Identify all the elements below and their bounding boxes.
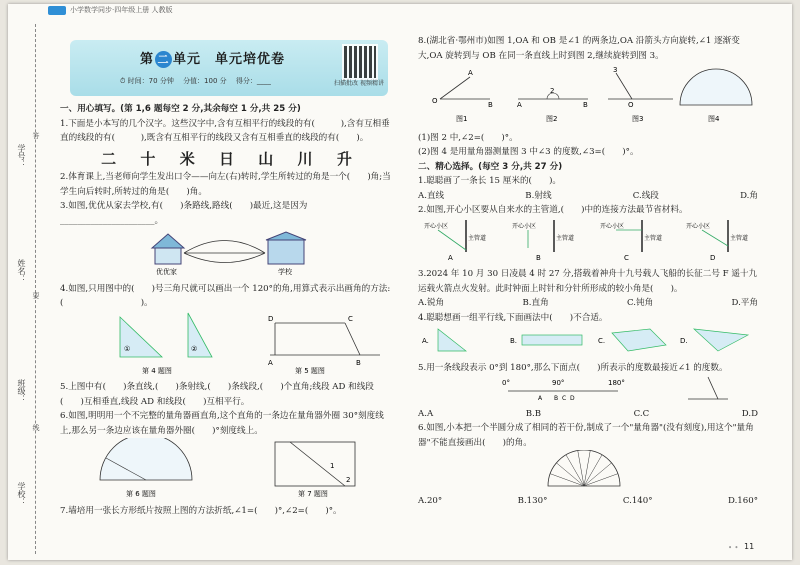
- section-choice: 二、精心选择。(每空 3 分,共 27 分): [418, 161, 563, 172]
- qr-caption: 扫描批改 视频精讲: [334, 80, 384, 87]
- char: 日: [218, 149, 236, 168]
- cut-mark: 要: [32, 292, 40, 299]
- choice-4: 4.聪聪想画一组平行线,下面画法中( )不合适。: [418, 312, 608, 323]
- fig-caption: 图2: [546, 115, 558, 123]
- svg-text:D: D: [570, 395, 575, 401]
- option[interactable]: A.: [422, 337, 429, 345]
- left-column: [60, 102, 395, 518]
- char: 十: [140, 149, 158, 168]
- route-figure: [60, 228, 395, 276]
- protractor-figure: [100, 438, 192, 480]
- option[interactable]: B.: [510, 337, 518, 345]
- svg-text:O: O: [628, 101, 634, 109]
- question-6: 6.如图,明明用一个不完整的量角器画直角,这个直角的一条边在量角器外圈 30°刻度线上,那么另一条边应该在量角器外圈( )°刻度线上。: [60, 411, 384, 436]
- cut-mark: 答: [32, 132, 40, 139]
- home-label: 优优家: [156, 268, 177, 276]
- svg-text:O: O: [432, 97, 438, 105]
- pipe-label: 主管道: [730, 234, 749, 242]
- route-arc-1: [184, 241, 265, 254]
- fig-caption: 图1: [456, 115, 468, 123]
- fig5-caption: 第 5 题图: [295, 366, 325, 375]
- time-limit: ⏱ 时间：70 分钟: [120, 77, 174, 85]
- pipe-label: 主管道: [468, 234, 487, 242]
- set-square-1-label: ①: [124, 344, 131, 353]
- option[interactable]: D.: [680, 337, 688, 345]
- option[interactable]: C.钝角: [626, 298, 654, 308]
- char: 升: [336, 149, 354, 168]
- label-student-id: 学号：: [17, 144, 26, 168]
- total-score: 分值：100 分: [183, 77, 227, 85]
- degree-scale: [418, 375, 758, 401]
- question-2: 2.体育课上,当老师向学生发出口令——向左(右)转时,学生所转过的角是一个( )角;当学生向后转时,所转过的角是( )角。: [60, 172, 391, 197]
- svg-text:A: A: [468, 69, 473, 77]
- option[interactable]: B.直角: [522, 298, 549, 308]
- svg-text:A: A: [538, 395, 543, 401]
- figures-6-7: [60, 438, 395, 498]
- label-name: 姓名：: [17, 259, 26, 283]
- fold-line: [290, 442, 345, 486]
- svg-text:B: B: [583, 101, 588, 109]
- cut-mark: 线: [32, 424, 40, 431]
- svg-text:3: 3: [613, 66, 618, 74]
- scale-label: 180°: [608, 379, 625, 387]
- character-row: [90, 149, 365, 168]
- point-b: B: [356, 358, 361, 367]
- svg-text:2: 2: [550, 87, 555, 95]
- option[interactable]: D.角: [740, 190, 758, 201]
- fig-caption: 图3: [632, 115, 644, 123]
- question-4: 4.如图,只用图中的( )号三角尺就可以画出一个 120°的角,用算式表示出画角的方法:( )。: [60, 283, 391, 308]
- label-school: 学校：: [17, 482, 26, 506]
- footer-dots: • •: [728, 544, 739, 552]
- scale-label: 0°: [502, 379, 510, 387]
- option[interactable]: D.平角: [731, 298, 758, 308]
- pipe-label: 主管道: [556, 234, 575, 242]
- protractor-figure: [680, 69, 752, 105]
- qr-code-icon[interactable]: [342, 44, 378, 80]
- unit-banner: [70, 40, 388, 96]
- option[interactable]: C: [624, 253, 629, 262]
- protractor-division: [584, 474, 618, 486]
- choice-1-options: [418, 189, 758, 204]
- unit-number-badge: 二: [155, 51, 172, 68]
- svg-text:A: A: [517, 101, 522, 109]
- figures-8: [418, 63, 758, 125]
- option[interactable]: A.直线: [418, 190, 445, 201]
- label-class: 班级：: [17, 379, 26, 403]
- choice-5: 5.用一条线段表示 0°到 180°,那么下面点( )所表示的度数最接近∠1 的度数。: [418, 362, 728, 373]
- pipe-label: 开心小区: [424, 222, 449, 230]
- choice-6: 6.如图,小本把一个半圆分成了相同的若干份,制成了一个"量角器"(没有刻度),用这个"量角器"不能直接画出( )的角。: [418, 423, 754, 448]
- figures-4-5: [60, 311, 395, 375]
- pipe-label: 开心小区: [686, 222, 711, 230]
- option[interactable]: D.D: [741, 408, 758, 419]
- protractor-division: [550, 474, 584, 486]
- angle-2-label: 2: [346, 476, 351, 484]
- unit-title: 第 二 单元 单元培优卷: [140, 52, 286, 67]
- point-d: D: [268, 314, 274, 323]
- option[interactable]: B: [536, 253, 541, 262]
- page-number: 11: [744, 542, 755, 551]
- char: 川: [297, 149, 315, 168]
- binding-margin: [8, 4, 48, 560]
- header-text: 小学数学同步·四年级上册 人教版: [70, 6, 173, 14]
- choice-2: 2.如图,开心小区要从自来水的主管道,( )中的连接方法最节省材料。: [418, 205, 688, 215]
- exam-page: [8, 4, 792, 560]
- pipe-label: 开心小区: [512, 222, 537, 230]
- svg-text:C: C: [562, 395, 567, 401]
- option[interactable]: A: [448, 253, 453, 262]
- char: 二: [101, 149, 119, 168]
- angle-1-label: 1: [330, 462, 335, 470]
- question-3: 3.如图,优优从家去学校,有( )条路线,路线( )最近,这是因为______________________。: [60, 201, 308, 226]
- cut-line: [35, 24, 36, 554]
- fig4-caption: 第 4 题图: [142, 366, 172, 375]
- option[interactable]: C.线段: [632, 190, 659, 201]
- question-1: 1.下面是小本写的几个汉字。这些汉字中,含有互相平行的线段的有( ),含有互相垂直的线段的有( ),既含有互相平行的线段又含有互相垂直的线段的有( )。: [60, 118, 390, 143]
- score-field: 得分：____: [235, 77, 271, 85]
- paper-rectangle: [275, 442, 355, 486]
- option[interactable]: A.20°: [418, 495, 443, 506]
- option[interactable]: C.: [598, 337, 606, 345]
- option[interactable]: A.A: [418, 408, 434, 419]
- option[interactable]: C.C: [633, 408, 650, 419]
- homemade-protractor: [418, 450, 758, 488]
- exam-meta: [120, 76, 271, 86]
- parallel-tools: [418, 325, 758, 355]
- choice-3-options: [418, 296, 758, 311]
- section-fill-blank: 一、用心填写。(第 1,6 题每空 2 分,其余每空 1 分,共 25 分): [60, 104, 301, 114]
- protractor-division: [584, 463, 612, 486]
- right-column: [418, 34, 758, 508]
- fig6-caption: 第 6 题图: [126, 490, 156, 498]
- option[interactable]: B.B: [525, 408, 542, 419]
- pipe-label: 主管道: [644, 234, 663, 242]
- char: 米: [179, 149, 197, 168]
- choice-3: 3.2024 年 10 月 30 日凌晨 4 时 27 分,搭载着神舟十九号载人飞船的长征二号 F 遥十九运载火箭点火发射。此时钟面上时针和分针所形成的较小角是( )。: [418, 269, 758, 294]
- point-c: C: [348, 314, 353, 323]
- question-5: 5.上图中有( )条直线,( )条射线,( )条线段,( )个直角;线段 AD 和线段( )互相垂直,线段 AD 和线段( )互相平行。: [60, 382, 374, 407]
- pipe-figures: [418, 218, 758, 262]
- fig7-caption: 第 7 题图: [298, 490, 328, 498]
- question-8-1: (1)图 2 中,∠2=( )°。: [418, 132, 518, 143]
- school-building-icon: [266, 232, 306, 264]
- option[interactable]: B.130°: [517, 495, 548, 506]
- question-8-2: (2)图 4 是用量角器测量图 3 中∠3 的度数,∠3=( )°。: [418, 147, 639, 157]
- option[interactable]: C.140°: [622, 495, 653, 506]
- scale-label: 90°: [552, 379, 565, 387]
- option[interactable]: D: [710, 253, 716, 262]
- option[interactable]: A.锐角: [418, 298, 445, 308]
- route-arc-2: [184, 253, 265, 263]
- choice-6-options: [418, 494, 758, 509]
- header-strip: [48, 4, 408, 18]
- char: 山: [258, 149, 276, 168]
- brand-mark: [48, 6, 66, 15]
- school-label: 学校: [278, 268, 292, 276]
- option[interactable]: B.射线: [525, 190, 552, 201]
- segment-cb: [345, 323, 360, 355]
- option[interactable]: D.160°: [727, 495, 758, 506]
- fig-caption: 图4: [708, 115, 720, 123]
- set-square-2-label: ②: [191, 344, 198, 353]
- choice-5-options: [418, 407, 758, 422]
- pipe-label: 开心小区: [600, 222, 625, 230]
- svg-text:B: B: [554, 395, 559, 401]
- svg-text:B: B: [488, 101, 493, 109]
- choice-1: 1.聪聪画了一条长 15 厘米的( )。: [418, 176, 562, 186]
- home-house-icon: [152, 234, 184, 264]
- point-a: A: [268, 358, 273, 367]
- question-8: 8.(湖北省·鄂州市)如图 1,OA 和 OB 是∠1 的两条边,OA 沿箭头方向旋转,∠1 逐渐变大,OA 旋转到与 OB 在同一条直线上时到图 2,继续旋转到图 3。: [418, 36, 740, 61]
- protractor-division: [556, 463, 584, 486]
- question-7: 7.墙培用一张长方形纸片按照上图的方法折纸,∠1=( )°,∠2=( )°。: [60, 505, 342, 516]
